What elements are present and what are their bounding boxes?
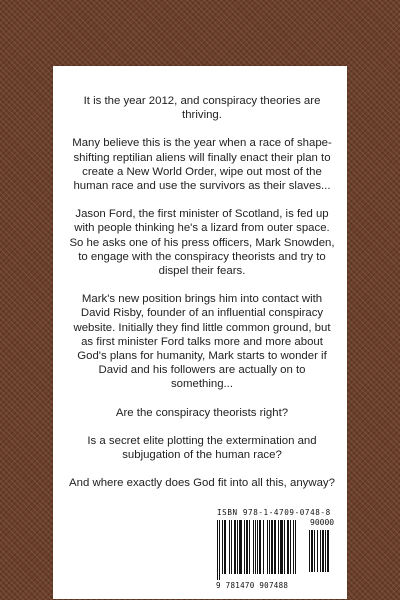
barcode-bar [274, 520, 276, 574]
barcode-bar [320, 530, 321, 572]
barcode-bar [246, 520, 248, 574]
barcode-bar [239, 520, 242, 574]
barcode-bar [237, 520, 238, 574]
blurb-paragraph-6: Is a secret elite plotting the extermination and subjugation of the human race? [87, 434, 317, 462]
text-panel [53, 66, 347, 599]
barcode-bar [259, 520, 261, 574]
blurb-paragraph-3: Jason Ford, the first minister of Scotland, is fed up with people thinking he's a lizard from outer space. So he asks one of his press officers, Mark Snowden, to engage with the conspiracy theorists and try to dispel their fears. [69, 208, 335, 278]
price-bars [309, 530, 331, 578]
barcode-bar [269, 520, 270, 574]
blurb-paragraph-2: Many believe this is the year when a race of shape-shifting reptilian aliens will finally enact their plan to create a New World Order, wipe out most of the human race and use the survivors as their slaves... [72, 137, 332, 193]
barcode-bar [295, 520, 296, 574]
barcode-bar [317, 530, 318, 572]
barcode-bar [224, 520, 226, 574]
barcode-bar [290, 520, 291, 574]
barcode-bar [244, 520, 245, 574]
barcode-bar [253, 520, 254, 574]
barcode-bar [219, 520, 220, 580]
barcode-bar [249, 520, 250, 574]
isbn-label: ISBN 978-1-4709-0748-8 [217, 508, 331, 517]
barcode-bar [255, 520, 256, 574]
barcode-bar [293, 520, 294, 574]
barcode-bars [217, 520, 307, 580]
barcode-bar [284, 520, 285, 574]
price-code: 90000 [310, 518, 335, 527]
barcode-bar [257, 520, 258, 574]
barcode-bar [327, 530, 329, 572]
barcode-bar [231, 520, 232, 574]
barcode-bar [271, 520, 273, 574]
blurb-paragraph-7: And where exactly does God fit into all this, anyway? [69, 477, 335, 490]
barcode-bar [234, 520, 236, 574]
barcode-bar [222, 520, 223, 574]
barcode-bar [322, 530, 324, 572]
isbn-barcode [214, 506, 333, 596]
barcode-bar [280, 520, 283, 574]
blurb-paragraph-4: Mark's new position brings him into contact with David Risby, founder of an influential conspiracy website. Initially they find little common ground, but as first minister Ford talks more and more about God's plans for humanity, Mark starts to wonder if David and his followers are actually on to something... [73, 293, 331, 391]
blurb-paragraph-1: It is the year 2012, and conspiracy theories are thriving. [83, 95, 321, 122]
barcode-bar [278, 520, 279, 574]
barcode-bar [217, 520, 218, 580]
barcode-bar [325, 530, 326, 572]
barcode-digits: 9 781470 907488 [216, 581, 289, 590]
barcode-bar [263, 520, 264, 574]
barcode-bar [309, 530, 310, 572]
barcode-bar [311, 530, 313, 572]
barcode-bar [287, 520, 289, 574]
barcode-bar [267, 520, 268, 574]
blurb-paragraph-5: Are the conspiracy theorists right? [115, 406, 289, 419]
blurb-text [67, 94, 337, 504]
barcode-bar [314, 530, 315, 572]
barcode-bar [229, 520, 230, 574]
